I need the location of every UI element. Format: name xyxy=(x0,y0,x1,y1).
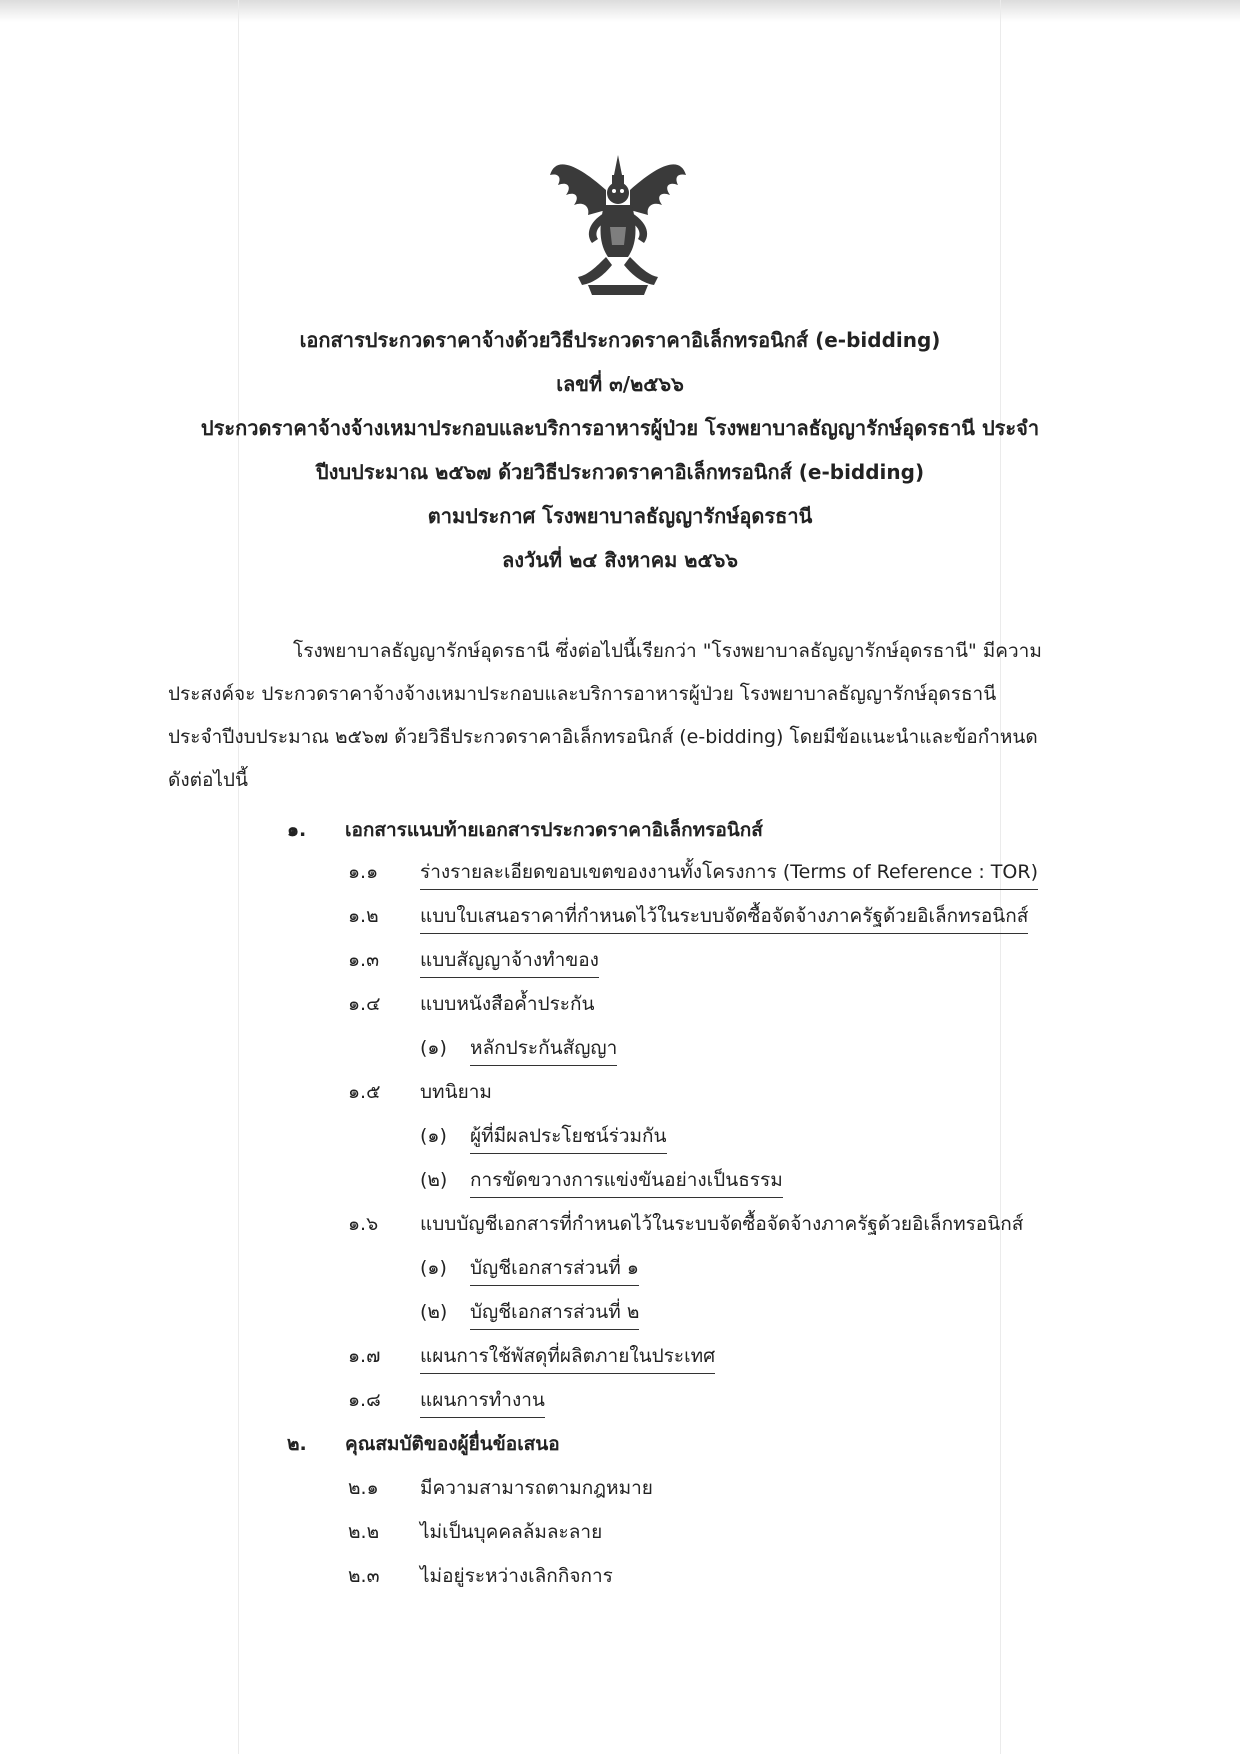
list-item xyxy=(0,1341,1240,1371)
section-number: ๒. xyxy=(287,1433,307,1455)
item-text: มีความสามารถตามกฎหมาย xyxy=(420,1477,653,1499)
item-text: ไม่อยู่ระหว่างเลิกกิจการ xyxy=(420,1565,613,1587)
paragraph-line: ประสงค์จะ ประกวดราคาจ้างจ้างเหมาประกอบและบริการอาหารผู้ป่วย โรงพยาบาลธัญญารักษ์อุดรธานี xyxy=(168,683,997,705)
item-number: ๑.๑ xyxy=(348,861,379,883)
sub-item-number: (๑) xyxy=(420,1125,447,1147)
paragraph-line: โรงพยาบาลธัญญารักษ์อุดรธานี ซึ่งต่อไปนี้เรียกว่า "โรงพยาบาลธัญญารักษ์อุดรธานี" มีความ xyxy=(293,640,1042,662)
item-number: ๑.๗ xyxy=(348,1345,381,1367)
document-title xyxy=(120,318,1120,582)
section-heading xyxy=(0,815,1240,845)
title-line: ประกวดราคาจ้างจ้างเหมาประกอบและบริการอาหารผู้ป่วย โรงพยาบาลธัญญารักษ์อุดรธานี ประจำ xyxy=(200,416,1040,440)
list-item xyxy=(0,1209,1240,1239)
scan-top-edge xyxy=(0,0,1240,22)
item-text: แบบบัญชีเอกสารที่กำหนดไว้ในระบบจัดซื้อจัดจ้างภาครัฐด้วยอิเล็กทรอนิกส์ xyxy=(420,1213,1024,1235)
item-text: ร่างรายละเอียดขอบเขตของงานทั้งโครงการ (Terms of Reference : TOR) xyxy=(420,857,1038,890)
item-number: ๒.๒ xyxy=(348,1521,380,1543)
document-number: เลขที่ ๓/๒๕๖๖ xyxy=(556,372,684,396)
sub-item-text: หลักประกันสัญญา xyxy=(470,1033,617,1066)
list-item xyxy=(0,989,1240,1019)
item-number: ๑.๔ xyxy=(348,993,381,1015)
title-line: เอกสารประกวดราคาจ้างด้วยวิธีประกวดราคาอิเล็กทรอนิกส์ (e-bidding) xyxy=(299,328,941,352)
announcement-line: ตามประกาศ โรงพยาบาลธัญญารักษ์อุดรธานี xyxy=(427,504,813,528)
item-number: ๑.๕ xyxy=(348,1081,381,1103)
list-item xyxy=(0,945,1240,975)
item-text: แผนการใช้พัสดุที่ผลิตภายในประเทศ xyxy=(420,1341,715,1374)
item-text: แบบสัญญาจ้างทำของ xyxy=(420,945,599,978)
sub-item-text: ผู้ที่มีผลประโยชน์ร่วมกัน xyxy=(470,1121,667,1154)
section-number: ๑. xyxy=(287,819,307,841)
sub-item xyxy=(0,1165,1240,1195)
list-item xyxy=(0,1473,1240,1503)
announcement-date: ลงวันที่ ๒๔ สิงหาคม ๒๕๖๖ xyxy=(502,548,738,572)
list-item xyxy=(0,857,1240,887)
item-number: ๑.๓ xyxy=(348,949,380,971)
item-text: แบบใบเสนอราคาที่กำหนดไว้ในระบบจัดซื้อจัดจ้างภาครัฐด้วยอิเล็กทรอนิกส์ xyxy=(420,901,1028,934)
item-number: ๑.๖ xyxy=(348,1213,379,1235)
list-item xyxy=(0,901,1240,931)
sub-item xyxy=(0,1033,1240,1063)
sub-item xyxy=(0,1297,1240,1327)
paragraph-line: ประจำปีงบประมาณ ๒๕๖๗ ด้วยวิธีประกวดราคาอิเล็กทรอนิกส์ (e-bidding) โดยมีข้อแนะนำและข้อกำหนด xyxy=(168,726,1038,748)
intro-paragraph xyxy=(168,630,1078,802)
item-text: แบบหนังสือค้ำประกัน xyxy=(420,993,595,1015)
garuda-emblem xyxy=(548,135,688,300)
item-number: ๑.๒ xyxy=(348,905,379,927)
paragraph-line: ดังต่อไปนี้ xyxy=(168,769,248,791)
item-text: บทนิยาม xyxy=(420,1081,492,1103)
sub-item-number: (๑) xyxy=(420,1257,447,1279)
section-title: เอกสารแนบท้ายเอกสารประกวดราคาอิเล็กทรอนิกส์ xyxy=(345,819,763,841)
sub-item-number: (๒) xyxy=(420,1169,448,1191)
item-number: ๒.๑ xyxy=(348,1477,379,1499)
item-text: แผนการทำงาน xyxy=(420,1385,545,1418)
sub-item xyxy=(0,1121,1240,1151)
sub-item-text: การขัดขวางการแข่งขันอย่างเป็นธรรม xyxy=(470,1165,783,1198)
sub-item xyxy=(0,1253,1240,1283)
list-item xyxy=(0,1385,1240,1415)
item-number: ๑.๘ xyxy=(348,1389,381,1411)
sub-item-number: (๑) xyxy=(420,1037,447,1059)
sub-item-text: บัญชีเอกสารส่วนที่ ๒ xyxy=(470,1297,639,1330)
section-heading xyxy=(0,1429,1240,1459)
item-number: ๒.๓ xyxy=(348,1565,380,1587)
sub-item-text: บัญชีเอกสารส่วนที่ ๑ xyxy=(470,1253,639,1286)
list-item xyxy=(0,1517,1240,1547)
title-line: ปีงบประมาณ ๒๕๖๗ ด้วยวิธีประกวดราคาอิเล็กทรอนิกส์ (e-bidding) xyxy=(315,460,925,484)
list-item xyxy=(0,1561,1240,1591)
section-title: คุณสมบัติของผู้ยื่นข้อเสนอ xyxy=(345,1433,560,1455)
item-text: ไม่เป็นบุคคลล้มละลาย xyxy=(420,1521,603,1543)
sub-item-number: (๒) xyxy=(420,1301,448,1323)
list-item xyxy=(0,1077,1240,1107)
